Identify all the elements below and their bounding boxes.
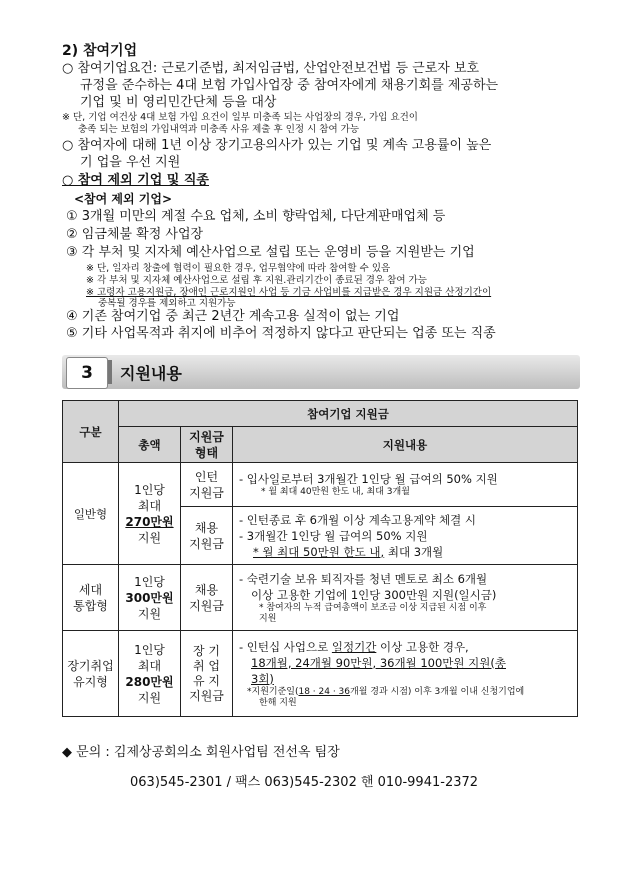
longterm-total-amount: 280만원 bbox=[125, 674, 174, 689]
family-form-1: 채용 bbox=[194, 582, 219, 597]
general-total-amount: 270만원 bbox=[125, 514, 174, 529]
priority-line-1: ○ 참여자에 대해 1년 이상 장기고용의사가 있는 기업 및 계속 고용률이 높은 bbox=[62, 138, 492, 153]
family-note-2: 지원 bbox=[259, 613, 277, 624]
hire-note-months: 최대 3개월 bbox=[384, 544, 444, 559]
general-total-4: 지원 bbox=[137, 530, 162, 545]
family-total-1: 1인당 bbox=[134, 574, 165, 589]
exclusion-item-3-note-1: ※ 단, 일자리 창출에 협력이 필요한 경우, 업무협약에 따라 참여할 수 있음 bbox=[86, 263, 391, 274]
exclusion-item-3-note-2: ※ 각 부처 및 지자체 예산사업으로 설립 후 지원.관리기간이 종료된 경우 참여 가능 bbox=[86, 275, 427, 286]
section-title: 지원내용 bbox=[120, 364, 182, 383]
family-total-amount: 300만원 bbox=[125, 590, 174, 605]
hire-form-1: 채용 bbox=[194, 520, 219, 535]
longterm-form-1: 장 기 bbox=[193, 643, 220, 658]
hire-note-limit: * 월 최대 50만원 한도 내, bbox=[253, 544, 385, 559]
family-total-3: 지원 bbox=[137, 606, 162, 621]
exclusion-item-3-note-4: 중복될 경우를 제외하고 지원가능 bbox=[98, 298, 236, 309]
requirement-line-2: 규정을 준수하는 4대 보험 가입사업장 중 참여자에게 채용기회를 제공하는 bbox=[80, 78, 499, 93]
header-type: 구분 bbox=[63, 401, 119, 463]
longterm-content-b: 일정기간 bbox=[331, 639, 377, 654]
exclusion-item-1: ① 3개월 미만의 계절 수요 업체, 소비 향락업체, 다단계판매업체 등 bbox=[66, 209, 446, 224]
type-general: 일반형 bbox=[63, 463, 119, 565]
support-table bbox=[62, 400, 578, 717]
longterm-form-3: 유 지 bbox=[193, 673, 220, 688]
requirement-line-3: 기업 및 비 영리민간단체 등을 대상 bbox=[80, 95, 277, 110]
type-longterm-2: 유지형 bbox=[73, 674, 108, 689]
general-total-1: 1인당 bbox=[134, 482, 165, 497]
longterm-total-4: 지원 bbox=[137, 690, 162, 705]
intern-form-1: 인턴 bbox=[194, 469, 219, 484]
type-longterm-1: 장기취업 bbox=[67, 658, 114, 673]
exclusion-item-2: ② 임금체불 확정 사업장 bbox=[66, 227, 204, 242]
general-total-2: 최대 bbox=[137, 498, 162, 513]
intern-note: * 월 최대 40만원 한도 내, 최대 3개월 bbox=[261, 487, 410, 497]
section-number-badge: 3 bbox=[66, 357, 108, 389]
header-form-line1: 지원금 bbox=[189, 429, 224, 444]
header-content: 지원내용 bbox=[233, 427, 578, 463]
longterm-form-2: 취 업 bbox=[193, 658, 220, 673]
longterm-note-b: 18 · 24 · 36 bbox=[298, 686, 351, 697]
exclusion-subheading: <참여 제외 기업> bbox=[74, 192, 173, 206]
longterm-content-2: 18개월, 24개월 90만원, 36개월 100만원 지원(총 bbox=[251, 655, 506, 670]
hire-content-1: - 인턴종료 후 6개월 이상 계속고용계약 체결 시 bbox=[239, 512, 477, 527]
longterm-total-1: 1인당 bbox=[134, 642, 165, 657]
family-note-1: * 참여자의 누적 급여총액이 보조금 이상 지급된 시점 이후 bbox=[259, 602, 487, 613]
family-content-2: 이상 고용한 기업에 1인당 300만원 지원(일시금) bbox=[251, 587, 497, 602]
longterm-note-c: 개월 경과 시점) 이후 3개월 이내 신청기업에 bbox=[350, 686, 525, 697]
longterm-total-2: 최대 bbox=[137, 658, 162, 673]
header-group: 참여기업 지원금 bbox=[119, 401, 578, 427]
section-header-divider bbox=[108, 360, 112, 384]
longterm-content-c: 이상 고용한 경우, bbox=[376, 639, 469, 654]
exclusion-item-3: ③ 각 부처 및 지자체 예산사업으로 설립 또는 운영비 등을 지원받는 기업 bbox=[66, 245, 475, 260]
longterm-form-4: 지원금 bbox=[189, 688, 224, 703]
header-total: 총액 bbox=[119, 427, 181, 463]
family-form-2: 지원금 bbox=[189, 598, 224, 613]
exclusion-heading: ○ 참여 제외 기업 및 직종 bbox=[62, 173, 209, 188]
longterm-content-a: - 인턴십 사업으로 bbox=[239, 639, 332, 654]
type-family-1: 세대 bbox=[78, 582, 103, 597]
exclusion-item-3-note-3: ※ 고령자 고용지원금, 장애인 근로지원인 사업 등 기금 사업비를 지급받은 경우 지원금 산정기간이 bbox=[86, 287, 492, 298]
type-family-2: 통합형 bbox=[73, 598, 108, 613]
family-content-1: - 숙련기술 보유 퇴직자를 청년 멘토로 최소 6개월 bbox=[239, 571, 488, 586]
exclusion-item-5: ⑤ 기타 사업목적과 취지에 비추어 적정하지 않다고 판단되는 업종 또는 직종 bbox=[66, 326, 496, 341]
hire-content-2: - 3개월간 1인당 월 급여의 50% 지원 bbox=[239, 528, 428, 543]
longterm-note-2: 한해 지원 bbox=[259, 697, 297, 708]
requirement-note-1: ※ 단, 기업 여건상 4대 보험 가입 요건이 일부 미충족 되는 사업장의 경우, 가입 요건이 bbox=[62, 112, 418, 123]
requirement-note-2: 충족 되는 보험의 가입내역과 미충족 사유 제출 후 인정 시 참여 가능 bbox=[78, 124, 359, 135]
longterm-content-3: 3회) bbox=[251, 671, 274, 686]
contact-line-2: 063)545-2301 / 팩스 063)545-2302 핸 010-9941-2372 bbox=[130, 775, 479, 790]
contact-line-1: ◆ 문의 : 김제상공회의소 회원사업팀 전선옥 팀장 bbox=[62, 745, 340, 760]
longterm-note-a: *지원기준일( bbox=[247, 686, 299, 697]
requirement-line-1: ○ 참여기업요건: 근로기준법, 최저임금법, 산업안전보건법 등 근로자 보호 bbox=[62, 61, 480, 76]
exclusion-item-4: ④ 기존 참여기업 중 최근 2년간 계속고용 실적이 없는 기업 bbox=[66, 309, 400, 324]
priority-line-2: 기 업을 우선 지원 bbox=[80, 155, 181, 170]
intern-content: - 입사일로부터 3개월간 1인당 월 급여의 50% 지원 bbox=[239, 472, 498, 486]
intern-form-2: 지원금 bbox=[189, 485, 224, 500]
header-form-line2: 형태 bbox=[194, 445, 219, 460]
section-heading-participating-companies: 2) 참여기업 bbox=[62, 43, 138, 59]
hire-form-2: 지원금 bbox=[189, 536, 224, 551]
